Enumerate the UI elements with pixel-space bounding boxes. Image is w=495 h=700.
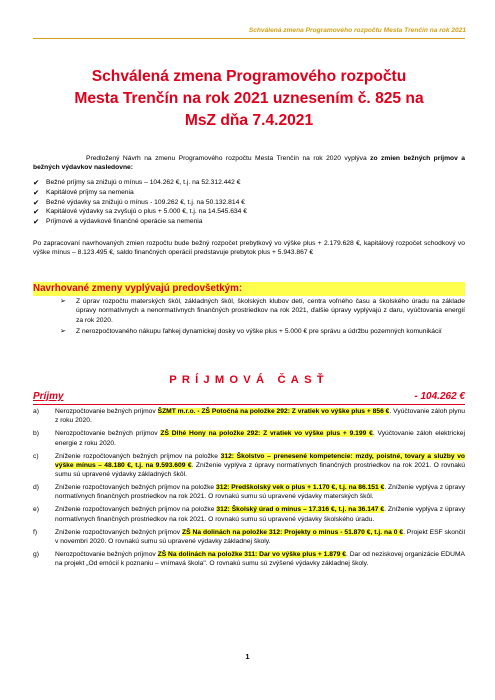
highlighted-text: 312: Predškolský vek o plus + 1.170 €, t.j. na 86.151 € bbox=[216, 484, 385, 492]
income-total-row bbox=[33, 391, 465, 405]
checkmark-icon: ✔ bbox=[33, 207, 40, 217]
list-item: ✔ Bežné výdavky sa znižujú o mínus - 109.262 €, t.j. na 50.132.814 € bbox=[33, 197, 245, 207]
checkmark-icon: ✔ bbox=[33, 217, 40, 227]
changes-list bbox=[33, 178, 465, 227]
highlighted-text: ŠZMT m.r.o. - ZŠ Potočná na položke 292: Z vratiek vo výške plus + 856 € bbox=[157, 408, 390, 415]
income-amount: - 104.262 € bbox=[414, 391, 465, 402]
list-item: d) Zníženie rozpočtovaných bežných príjmov na položke 312: Predškolský vek o plus + 1.170 €, t.j. na 86.151 €. Zníženie vyplýva z úpravy normatívnych finančných prostriedkov na rok 2021. O rovnakú sumu sú upravené výdavky materských škôl. bbox=[33, 484, 466, 501]
running-header: Schválená zmena Programového rozpočtu Mesta Trenčín na rok 2021 bbox=[248, 27, 466, 34]
highlighted-text: ZŠ Na dolinách na položke 312: Projekty o mínus - 51.870 €, t.j. na 0 € bbox=[182, 528, 404, 536]
checkmark-icon: ✔ bbox=[33, 187, 40, 197]
section-heading: Navrhované zmeny vyplývajú predovšetkým: bbox=[33, 282, 465, 296]
arrow-right-icon: ➢ bbox=[60, 297, 66, 305]
list-item: c) Zníženie rozpočtovaných bežných príjmov na položke 312: Školstvo – prenesené kompetencie: mzdy, poistné, tovary a služby vo výške mínus – 48.180 €, t.j. na 9.593.609 €. Zníženie vyplýva z úpravy normatívnych finančných prostriedkov na rok 2021. O rovnakú sumu sú upravené výdavky základných škôl. bbox=[33, 452, 466, 478]
list-item: g) Nerozpočtovanie bežných príjmov ZŠ Na dolinách na položke 311: Dar vo výške plus + 1.879 €. Dar od neziskovej organizácie EDUMA na projekt „Od emócií k poznaniu – vnímavá škola". O rovnakú sumu sú zvýšené výdavky základnej školy. bbox=[33, 550, 465, 568]
checkmark-icon: ✔ bbox=[33, 178, 40, 187]
highlighted-text: 312: Školský úrad o mínus – 17.316 €, t.j. na 36.147 € bbox=[216, 506, 385, 514]
list-item: ✔ Príjmové a výdavkové finančné operácie sa nemenia bbox=[33, 217, 203, 227]
list-item: ✔ Kapitálové výdavky sa zvyšujú o plus + 5.000 €, t.j. na 14.545.634 € bbox=[33, 207, 247, 217]
reasons-list bbox=[60, 297, 465, 338]
list-item: ✔ Kapitálové príjmy sa nemenia bbox=[33, 187, 134, 197]
list-item: ➢ Z nerozpočtovaného nákupu ľahkej dynamickej dosky vo výške plus + 5.000 € pre správu a údržbu pozemných komunikácií bbox=[60, 326, 442, 335]
highlighted-text: 312: Školstvo – prenesené kompetencie: mzdy, poistné, tovary a služby vo výške mínus – 48.180 €, t.j. na 9.593.609 € bbox=[55, 452, 465, 469]
header-rule bbox=[33, 38, 465, 39]
summary-paragraph: Po zapracovaní navrhovaných zmien rozpočtu bude bežný rozpočet prebytkový vo výške plus + 2.179.628 €, kapitálový rozpočet schodkový vo výške mínus – 8.123.495 €, saldo finančných operácií predstavuje prebytok plus + 5.943.867 € bbox=[33, 240, 465, 256]
page-number: 1 bbox=[245, 652, 250, 661]
title-line-1: Schválená zmena Programového rozpočtu bbox=[91, 68, 407, 85]
list-item: ✔ Bežné príjmy sa znižujú o mínus – 104.262 €, t.j. na 52.312.442 € bbox=[33, 178, 241, 187]
part-heading: PRÍJMOVÁ ČASŤ bbox=[169, 374, 329, 386]
title-line-3: MsZ dňa 7.4.2021 bbox=[184, 112, 314, 129]
income-items-list bbox=[33, 407, 465, 572]
list-item: a) Nerozpočtovanie bežných príjmov ŠZMT m.r.o. - ZŠ Potočná na položke 292: Z vratiek vo výške plus + 856 €. Vyúčtovanie záloh plynu z roku 2020. bbox=[33, 408, 466, 425]
arrow-right-icon: ➢ bbox=[60, 326, 66, 335]
income-label: Príjmy bbox=[33, 391, 64, 402]
list-item: ➢ Z úprav rozpočtu materských škôl, základných škôl, školských klubov detí, centra voľného času a školského úradu na základe úpravy normatívnych a nenormatívnych finančných prostriedkov na rok 2021, ďalšie úpravy vyplývajú z daru, vyúčtovania energií za rok 2020. bbox=[60, 297, 465, 324]
list-item: e) Zníženie rozpočtovaných bežných príjmov na položke 312: Školský úrad o mínus – 17.316 €, t.j. na 36.147 €. Zníženie vyplýva z úpravy normatívnych finančných prostriedkov na rok 2021. O rovnakú sumu sú upravené výdavky školského úradu. bbox=[33, 506, 466, 523]
list-item: b) Nerozpočtovanie bežných príjmov ZŠ Dlhé Hony na položke 292: Z vratiek vo výške plus + 9.199 €. Vyúčtovanie záloh elektrickej energie z roku 2020. bbox=[33, 430, 465, 447]
intro-text: Predložený Návrh na zmenu Programového rozpočtu Mesta Trenčín na rok 2020 vyplýva bbox=[86, 155, 371, 162]
list-item: f) Zníženie rozpočtovaných bežných príjmov ZŠ Na dolinách na položke 312: Projekty o mínus - 51.870 €, t.j. na 0 €. Projekt ESF skončil v novembri 2020. O rovnakú sumu sú upravené výdavky základnej školy. bbox=[33, 528, 465, 545]
checkmark-icon: ✔ bbox=[33, 197, 40, 207]
title-line-2: Mesta Trenčín na rok 2021 uznesením č. 825 na bbox=[74, 90, 424, 107]
intro-bold-text: zo zmien bežných príjmov a bežných výdavkov nasledovne: bbox=[33, 155, 465, 171]
highlighted-text: ZŠ Dlhé Hony na položke 292: Z vratiek vo výške plus + 9.199 € bbox=[160, 430, 373, 438]
intro-paragraph bbox=[33, 155, 465, 172]
highlighted-text: ZŠ Na dolinách na položke 311: Dar vo výške plus + 1.879 € bbox=[157, 550, 346, 558]
document-title bbox=[33, 66, 465, 132]
